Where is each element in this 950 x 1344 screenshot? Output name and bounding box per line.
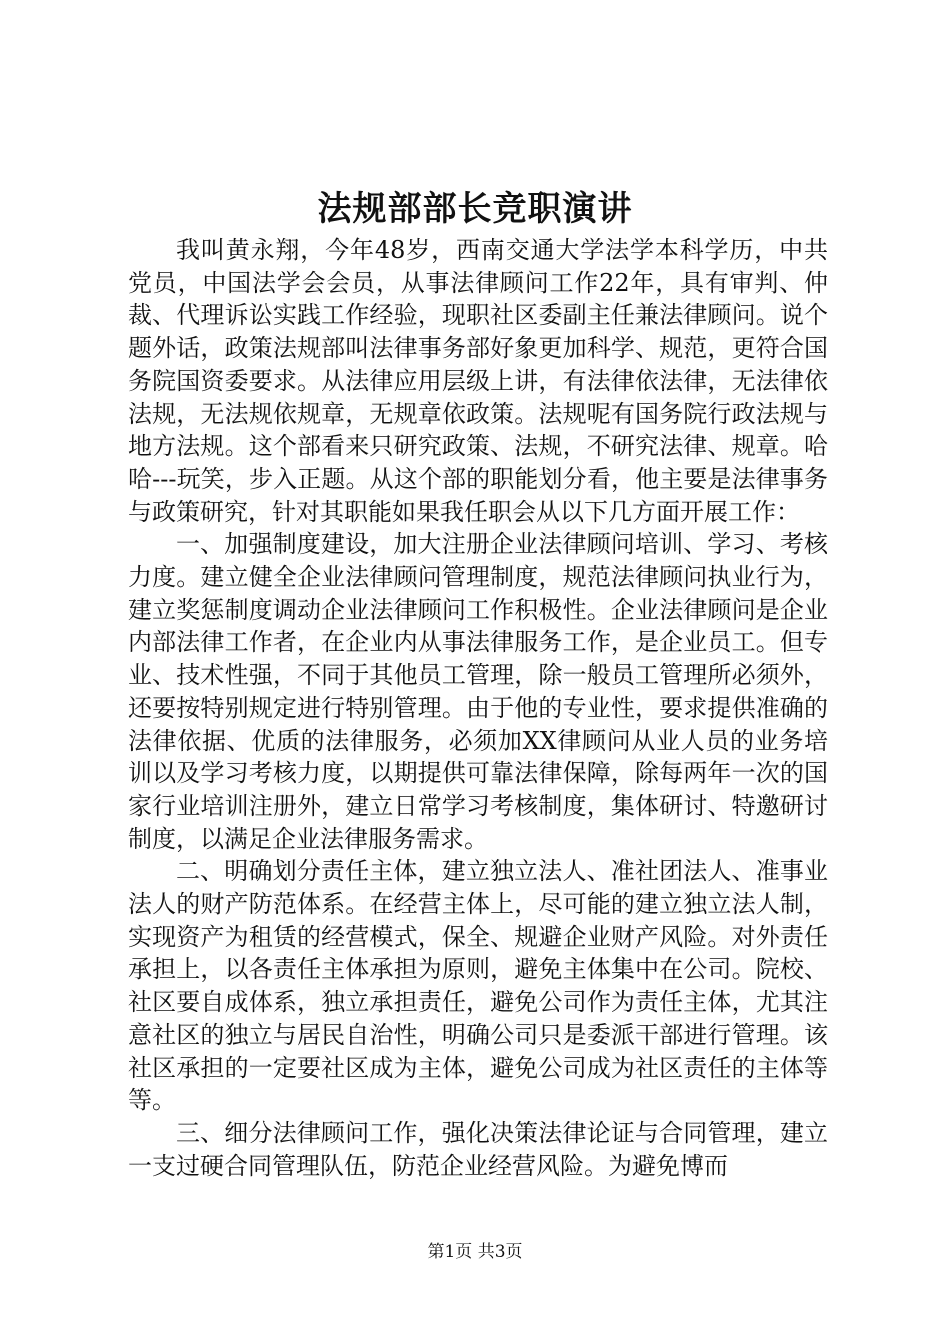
page-footer: 第1页 共3页 xyxy=(427,1242,523,1262)
paragraph-section-2: 二、明确划分责任主体，建立独立法人、准社团法人、准事业法人的财产防范体系。在经营主体上，尽可能的建立独立法人制，实现资产为租赁的经营模式，保全、规避企业财产风险。对外责任承担上，以各责任主体承担为原则，避免主体集中在公司。院校、社区要自成体系，独立承担责任，避免公司作为责任主体，尤其注意社区的独立与居民自治性，明确公司只是委派干部进行管理。该社区承担的一定要社区成为主体，避免公司成为社区责任的主体等等。 xyxy=(128,857,828,1115)
paragraph-intro: 我叫黄永翔，今年48岁，西南交通大学法学本科学历，中共党员，中国法学会会员，从事法律顾问工作22年，具有审判、仲裁、代理诉讼实践工作经验，现职社区委副主任兼法律顾问。说个题外话，政策法规部叫法律事务部好象更加科学、规范，更符合国务院国资委要求。从法律应用层级上讲，有法律依法律，无法律依法规，无法规依规章，无规章依政策。法规呢有国务院行政法规与地方法规。这个部看来只研究政策、法规，不研究法律、规章。哈哈---玩笑，步入正题。从这个部的职能划分看，他主要是法律事务与政策研究，针对其职能如果我任职会从以下几方面开展工作： xyxy=(128,236,828,526)
document-body xyxy=(128,234,828,1182)
paragraph-section-1: 一、加强制度建设，加大注册企业法律顾问培训、学习、考核力度。建立健全企业法律顾问管理制度，规范法律顾问执业行为，建立奖惩制度调动企业法律顾问工作积极性。企业法律顾问是企业内部法律工作者，在企业内从事法律服务工作，是企业员工。但专业、技术性强，不同于其他员工管理，除一般员工管理所必须外，还要按特别规定进行特别管理。由于他的专业性，要求提供准确的法律依据、优质的法律服务，必须加XX律顾问从业人员的业务培训以及学习考核力度，以期提供可靠法律保障，除每两年一次的国家行业培训注册外，建立日常学习考核制度，集体研讨、特邀研讨制度，以满足企业法律服务需求。 xyxy=(128,530,828,853)
paragraph-section-3: 三、细分法律顾问工作，强化决策法律论证与合同管理，建立一支过硬合同管理队伍，防范企业经营风险。为避免博而 xyxy=(128,1118,828,1180)
document-title: 法规部部长竞职演讲 xyxy=(317,189,633,229)
